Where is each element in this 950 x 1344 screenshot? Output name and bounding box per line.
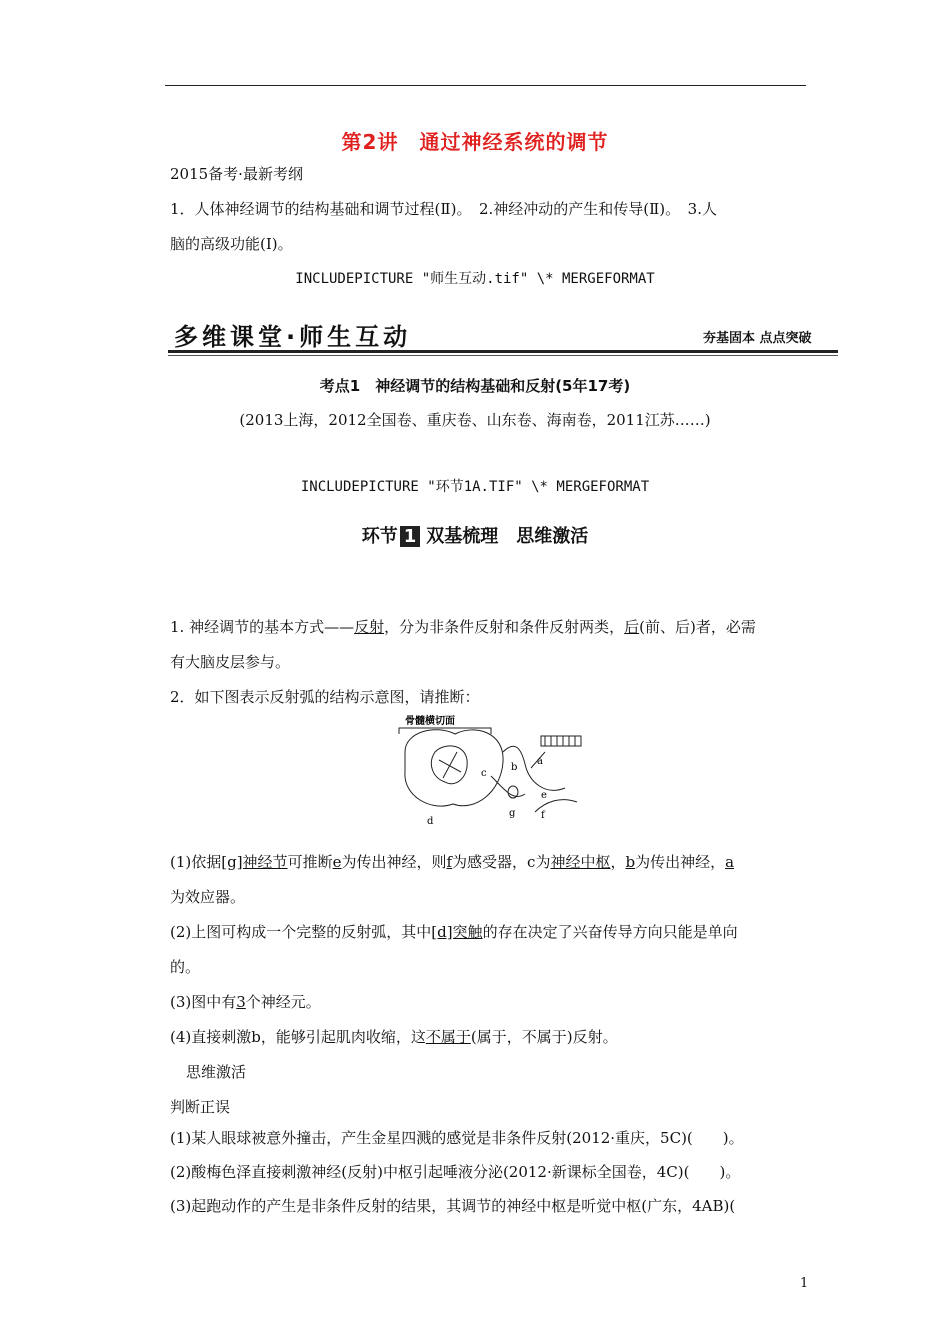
judge-2: (2)酸梅色泽直接刺激神经(反射)中枢引起唾液分泌(2012·新课标全国卷，4C)( )。 bbox=[170, 1163, 741, 1181]
banner-rule-thin bbox=[168, 355, 838, 356]
section-prefix: 环节 bbox=[361, 526, 398, 547]
item-2-line-2: 的。 bbox=[170, 958, 201, 976]
label-f: f bbox=[541, 810, 545, 821]
kaodian-sources: (2013上海，2012全国卷、重庆卷、山东卷、海南卷，2011江苏……) bbox=[239, 411, 711, 429]
section-number-badge: 1 bbox=[400, 526, 421, 547]
judge-1: (1)某人眼球被意外撞击，产生金星四溅的感觉是非条件反射(2012·重庆，5C)( )。 bbox=[170, 1129, 744, 1147]
label-c: c bbox=[481, 768, 487, 779]
item-1-line-1: (1)依据[g]神经节可推断e为传出神经，则f为感受器，c为神经中枢，b为传出神经，a bbox=[170, 853, 735, 871]
answer-reflex: 反射 bbox=[354, 618, 385, 636]
kaodian-title: 考点1 神经调节的结构基础和反射(5年17考) bbox=[319, 377, 631, 395]
includepicture-field-2: INCLUDEPICTURE "环节1A.TIF" \* MERGEFORMAT bbox=[300, 479, 650, 495]
section-title: 双基梳理 思维激活 bbox=[426, 526, 589, 547]
answer-latter: 后 bbox=[624, 618, 640, 636]
banner-right-text: 夯基固本 点点突破 bbox=[703, 331, 812, 346]
syllabus-line-2: 脑的高级功能(Ⅰ)。 bbox=[170, 235, 293, 253]
item-2-line-1: (2)上图可构成一个完整的反射弧，其中[d]突触的存在决定了兴奋传导方向只能是单向 bbox=[170, 923, 738, 941]
question-1-line-1: 1. 神经调节的基本方式——反射，分为非条件反射和条件反射两类，后(前、后)者，必需 bbox=[170, 618, 756, 636]
label-g: g bbox=[509, 808, 516, 819]
reflex-arc-figure bbox=[395, 712, 585, 832]
label-b: b bbox=[511, 762, 518, 773]
question-1-line-2: 有大脑皮层参与。 bbox=[170, 653, 291, 671]
item-1-line-2: 为效应器。 bbox=[170, 888, 246, 906]
page-title: 第2讲 通过神经系统的调节 bbox=[341, 130, 609, 154]
ganglion-g bbox=[508, 786, 518, 798]
item-4: (4)直接刺激b，能够引起肌肉收缩，这不属于(属于，不属于)反射。 bbox=[170, 1028, 618, 1046]
gray-matter bbox=[431, 746, 467, 784]
thinking-title: 思维激活 bbox=[186, 1063, 247, 1081]
question-2: 2．如下图表示反射弧的结构示意图，请推断： bbox=[170, 688, 480, 706]
label-e: e bbox=[541, 790, 547, 801]
banner-rule-thick bbox=[168, 350, 838, 353]
syllabus-line-1: 1．人体神经调节的结构基础和调节过程(Ⅱ)。 2.神经冲动的产生和传导(Ⅱ)。 3.人 bbox=[170, 200, 717, 218]
page-number: 1 bbox=[800, 1276, 809, 1291]
judge-3: (3)起跑动作的产生是非条件反射的结果，其调节的神经中枢是听觉中枢(广东，4AB)( bbox=[170, 1197, 736, 1215]
item-3: (3)图中有3个神经元。 bbox=[170, 993, 321, 1011]
top-rule bbox=[165, 85, 806, 86]
judge-subtitle: 判断正误 bbox=[170, 1098, 231, 1116]
banner-title: 多维课堂·师生互动 bbox=[174, 323, 412, 351]
exam-label: 2015备考·最新考纲 bbox=[170, 165, 303, 183]
label-d: d bbox=[427, 816, 434, 827]
includepicture-field-1: INCLUDEPICTURE "师生互动.tif" \* MERGEFORMAT bbox=[295, 271, 655, 287]
label-a: a bbox=[537, 756, 543, 767]
figure-caption: 骨髓横切面 bbox=[405, 716, 455, 727]
section-heading bbox=[0, 522, 950, 548]
